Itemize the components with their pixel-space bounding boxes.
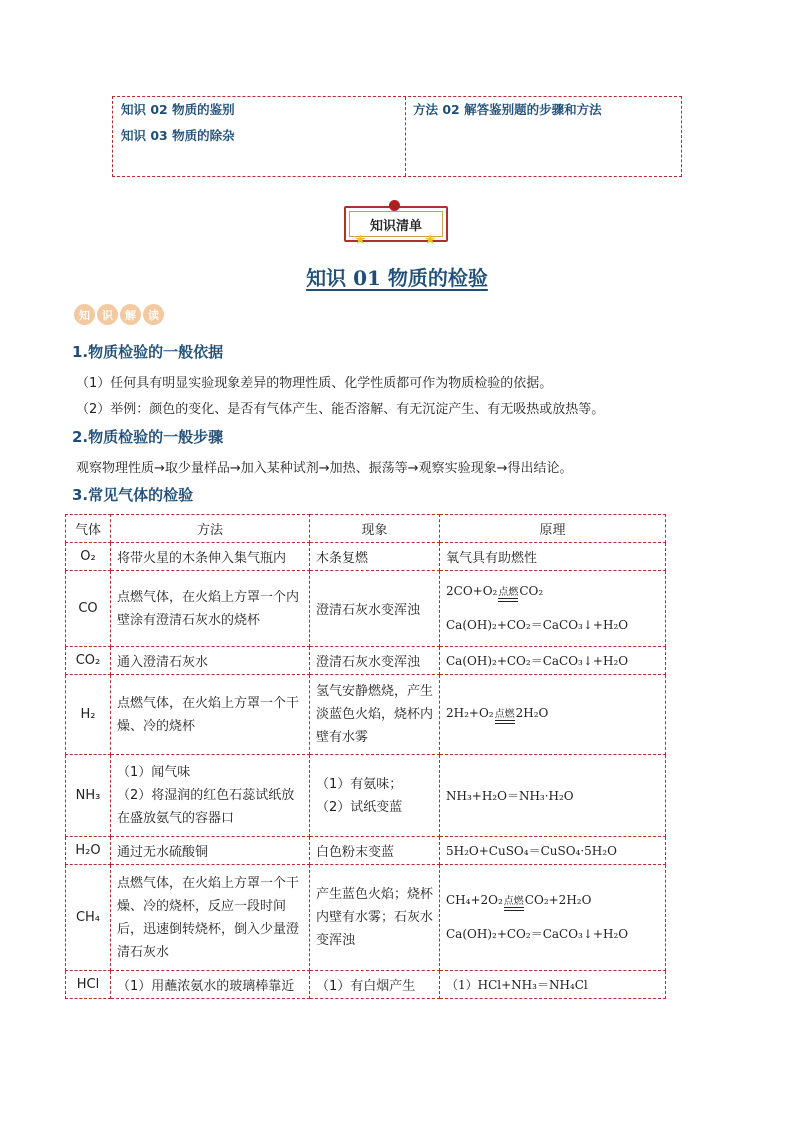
header-phenomenon: 现象: [310, 515, 440, 543]
phenomenon-cell: 澄清石灰水变浑浊: [310, 571, 440, 647]
tag-char: 读: [143, 304, 164, 325]
tag-char: 知: [74, 304, 95, 325]
table-row: [66, 865, 666, 971]
header-principle: 原理: [440, 515, 666, 543]
heading-2: 2.物质检验的一般步骤: [72, 428, 224, 446]
table-row: [66, 571, 666, 647]
table-row: [66, 971, 666, 999]
table-row: [66, 837, 666, 865]
reaction-condition: 点燃: [494, 710, 516, 724]
phenomenon-cell: （1）有白烟产生: [310, 971, 440, 999]
phenomenon-cell: 澄清石灰水变浑浊: [310, 647, 440, 675]
knowledge-list-badge: [342, 200, 450, 248]
method-cell: （1）用蘸浓氨水的玻璃棒靠近: [111, 971, 310, 999]
interpretation-tag: [74, 304, 164, 325]
phenomenon-cell: 产生蓝色火焰；烧杯内壁有水雾；石灰水变浑浊: [310, 865, 440, 971]
table-row: [66, 647, 666, 675]
phenomenon-cell: （1）有氨味； （2）试纸变蓝: [310, 755, 440, 837]
principle-cell: Ca(OH)₂+CO₂＝CaCO₃↓+H₂O: [440, 647, 666, 675]
paragraph-1: （1）任何具有明显实验现象差异的物理性质、化学性质都可作为物质检验的依据。: [76, 376, 553, 391]
gas-cell: CO₂: [66, 647, 111, 675]
outline-link-method-02[interactable]: 方法 02 解答鉴别题的步骤和方法: [413, 102, 602, 117]
table-header-row: [66, 515, 666, 543]
principle-cell: 5H₂O+CuSO₄＝CuSO₄·5H₂O: [440, 837, 666, 865]
method-cell: 点燃气体，在火焰上方罩一个内壁涂有澄清石灰水的烧杯: [111, 571, 310, 647]
gas-cell: HCl: [66, 971, 111, 999]
reaction-condition: 点燃: [503, 897, 525, 911]
principle-cell: NH₃+H₂O＝NH₃·H₂O: [440, 755, 666, 837]
equation: CH₄+2O₂ 点燃 CO₂+2H₂O: [446, 893, 659, 911]
method-cell: 通入澄清石灰水: [111, 647, 310, 675]
paragraph-2: （2）举例：颜色的变化、是否有气体产生、能否溶解、有无沉淀产生、有无吸热或放热等。: [76, 402, 605, 417]
principle-cell: （1）HCl+NH₃＝NH₄Cl: [440, 971, 666, 999]
outline-link-knowledge-03[interactable]: 知识 03 物质的除杂: [121, 128, 235, 143]
equation: Ca(OH)₂+CO₂＝CaCO₃↓+H₂O: [446, 927, 629, 941]
method-cell: 通过无水硫酸铜: [111, 837, 310, 865]
gas-cell: CH₄: [66, 865, 111, 971]
heading-1: 1.物质检验的一般依据: [72, 343, 224, 361]
phenomenon-cell: 白色粉末变蓝: [310, 837, 440, 865]
principle-cell: 氧气具有助燃性: [440, 543, 666, 571]
heading-3: 3.常见气体的检验: [72, 486, 194, 504]
gas-cell: NH₃: [66, 755, 111, 837]
paragraph-3: 观察物理性质→取少量样品→加入某种试剂→加热、振荡等→观察实验现象→得出结论。: [76, 461, 573, 476]
gas-test-table: [65, 514, 666, 999]
gas-cell: O₂: [66, 543, 111, 571]
outline-divider: [405, 97, 406, 176]
equation: 2H₂+O₂ 点燃 2H₂O: [446, 706, 659, 724]
outline-box: [112, 96, 682, 177]
reaction-condition: 点燃: [497, 588, 519, 602]
phenomenon-cell: 木条复燃: [310, 543, 440, 571]
phenomenon-cell: 氢气安静燃烧，产生淡蓝色火焰，烧杯内壁有水雾: [310, 675, 440, 755]
principle-cell: [440, 571, 666, 647]
principle-cell: [440, 675, 666, 755]
table-row: [66, 543, 666, 571]
tag-char: 解: [120, 304, 141, 325]
star-icon: ★: [354, 232, 367, 248]
badge-label: 知识清单: [349, 211, 443, 237]
table-row: [66, 755, 666, 837]
gas-cell: H₂: [66, 675, 111, 755]
method-cell: 点燃气体，在火焰上方罩一个干燥、冷的烧杯，反应一段时间后，迅速倒转烧杯，倒入少量澄清石灰水: [111, 865, 310, 971]
gas-cell: CO: [66, 571, 111, 647]
equation: Ca(OH)₂+CO₂＝CaCO₃↓+H₂O: [446, 618, 629, 632]
gas-cell: H₂O: [66, 837, 111, 865]
badge-pin-icon: [389, 200, 400, 211]
section-title: 知识 01 物质的检验: [306, 266, 488, 290]
outline-link-knowledge-02[interactable]: 知识 02 物质的鉴别: [121, 102, 235, 117]
header-gas: 气体: [66, 515, 111, 543]
method-cell: 将带火星的木条伸入集气瓶内: [111, 543, 310, 571]
equation: 2CO+O₂ 点燃 CO₂: [446, 584, 659, 602]
method-cell: 点燃气体，在火焰上方罩一个干燥、冷的烧杯: [111, 675, 310, 755]
star-icon: ★: [424, 232, 437, 248]
principle-cell: [440, 865, 666, 971]
tag-char: 识: [97, 304, 118, 325]
header-method: 方法: [111, 515, 310, 543]
table-row: [66, 675, 666, 755]
method-cell: （1）闻气味 （2）将湿润的红色石蕊试纸放在盛放氨气的容器口: [111, 755, 310, 837]
